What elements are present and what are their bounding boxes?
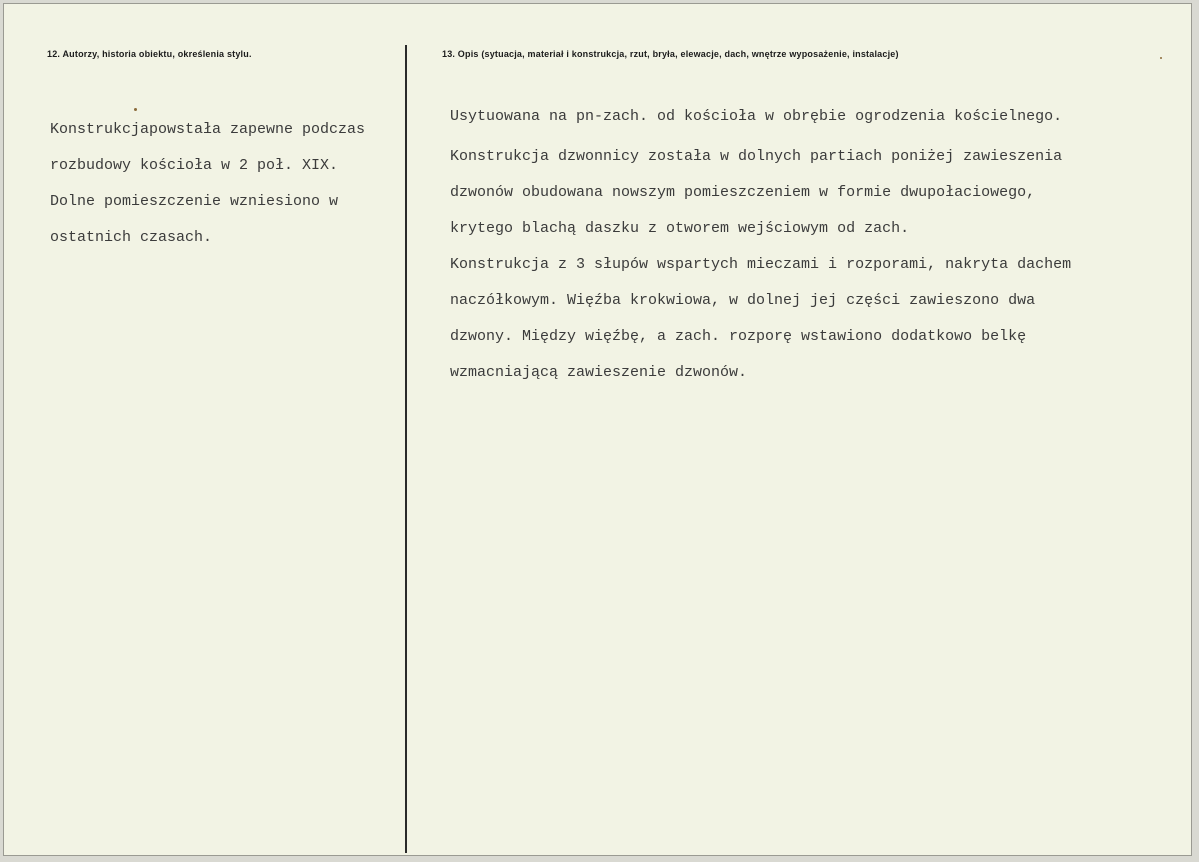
description-line: wzmacniającą zawieszenie dzwonów. xyxy=(450,364,748,381)
description-line: Konstrukcja dzwonnicy została w dolnych partiach poniżej zawieszenia xyxy=(450,148,1063,165)
ink-speck xyxy=(134,108,137,111)
ink-speck xyxy=(1160,57,1162,59)
history-line: Dolne pomieszczenie wzniesiono w xyxy=(50,193,339,210)
description-line: dzwony. Między więźbę, a zach. rozporę wstawiono dodatkowo belkę xyxy=(450,328,1027,345)
history-line: Konstrukcjapowstała zapewne podczas xyxy=(50,121,366,138)
description-line: krytego blachą daszku z otworem wejściowym od zach. xyxy=(450,220,910,237)
history-line: ostatnich czasach. xyxy=(50,229,213,246)
section-13-heading: 13. Opis (sytuacja, materiał i konstrukcja, rzut, bryła, elewacje, dach, wnętrze wyposażenie, instalacje) xyxy=(442,49,899,59)
history-line: rozbudowy kościoła w 2 poł. XIX. xyxy=(50,157,339,174)
description-line: dzwonów obudowana nowszym pomieszczeniem w formie dwupołaciowego, xyxy=(450,184,1036,201)
section-12-heading: 12. Autorzy, historia obiektu, określenia stylu. xyxy=(47,49,252,59)
description-line: Konstrukcja z 3 słupów wspartych mieczami i rozporami, nakryta dachem xyxy=(450,256,1072,273)
description-line: Usytuowana na pn-zach. od kościoła w obrębie ogrodzenia kościelnego. xyxy=(450,108,1063,125)
description-text xyxy=(450,99,1071,391)
history-text xyxy=(50,112,365,256)
description-line: naczółkowym. Więźba krokwiowa, w dolnej jej części zawieszono dwa xyxy=(450,292,1036,309)
column-divider xyxy=(405,45,407,853)
